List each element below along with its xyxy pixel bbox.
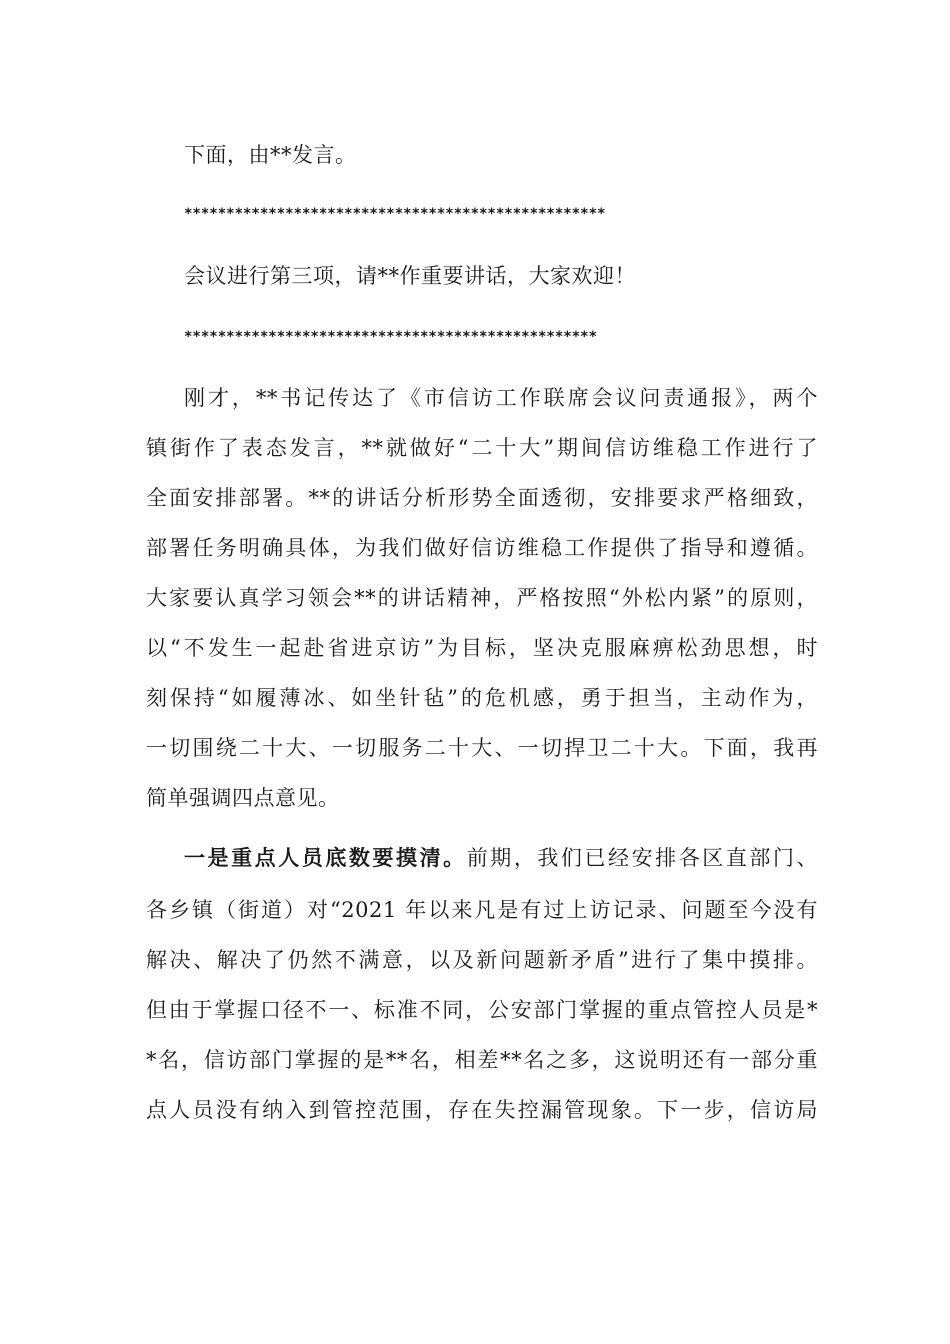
paragraph-line: 大家要认真学习领会**的讲话精神，严格按照“外松内紧”的原则， [146, 586, 818, 610]
paragraph-line: 各乡镇（街道）对“2021 年以来凡是有过上访记录、问题至今没有 [146, 898, 818, 922]
section-heading: 一是重点人员底数要摸清。 [184, 845, 467, 870]
separator-line: ************************************************* [184, 329, 598, 345]
paragraph-line [184, 844, 818, 872]
paragraph-line: 刻保持“如履薄冰、如坐针毡”的危机感，勇于担当，主动作为， [146, 686, 818, 710]
paragraph-line: 以“不发生一起赴省进京访”为目标，坚决克服麻痹松劲思想，时 [146, 636, 818, 660]
paragraph-text: 前期，我们已经安排各区直部门、 [466, 846, 819, 870]
paragraph-line: 一切围绕二十大、一切服务二十大、一切捍卫二十大。下面，我再 [146, 736, 818, 760]
paragraph-line: 镇街作了表态发言，**就做好“二十大”期间信访维稳工作进行了 [146, 436, 818, 460]
paragraph-line: 部署任务明确具体，为我们做好信访维稳工作提供了指导和遵循。 [146, 536, 818, 560]
paragraph-line: 解决、解决了仍然不满意，以及新问题新矛盾”进行了集中摸排。 [146, 948, 818, 972]
intro-line: 下面，由**发言。 [184, 143, 357, 167]
paragraph-line: 全面安排部署。**的讲话分析形势全面透彻，安排要求严格细致， [146, 486, 818, 510]
separator-line: ************************************************** [184, 206, 606, 222]
paragraph-line: 点人员没有纳入到管控范围，存在失控漏管现象。下一步，信访局 [146, 1098, 818, 1122]
paragraph-line: 但由于掌握口径不一、标准不同，公安部门掌握的重点管控人员是* [146, 998, 818, 1022]
paragraph-line: 刚才，**书记传达了《市信访工作联席会议问责通报》，两个 [184, 386, 818, 410]
paragraph-line: 简单强调四点意见。 [146, 786, 340, 810]
agenda-line: 会议进行第三项，请**作重要讲话，大家欢迎！ [184, 264, 636, 288]
paragraph-line: *名，信访部门掌握的是**名，相差**名之多，这说明还有一部分重 [146, 1048, 818, 1072]
